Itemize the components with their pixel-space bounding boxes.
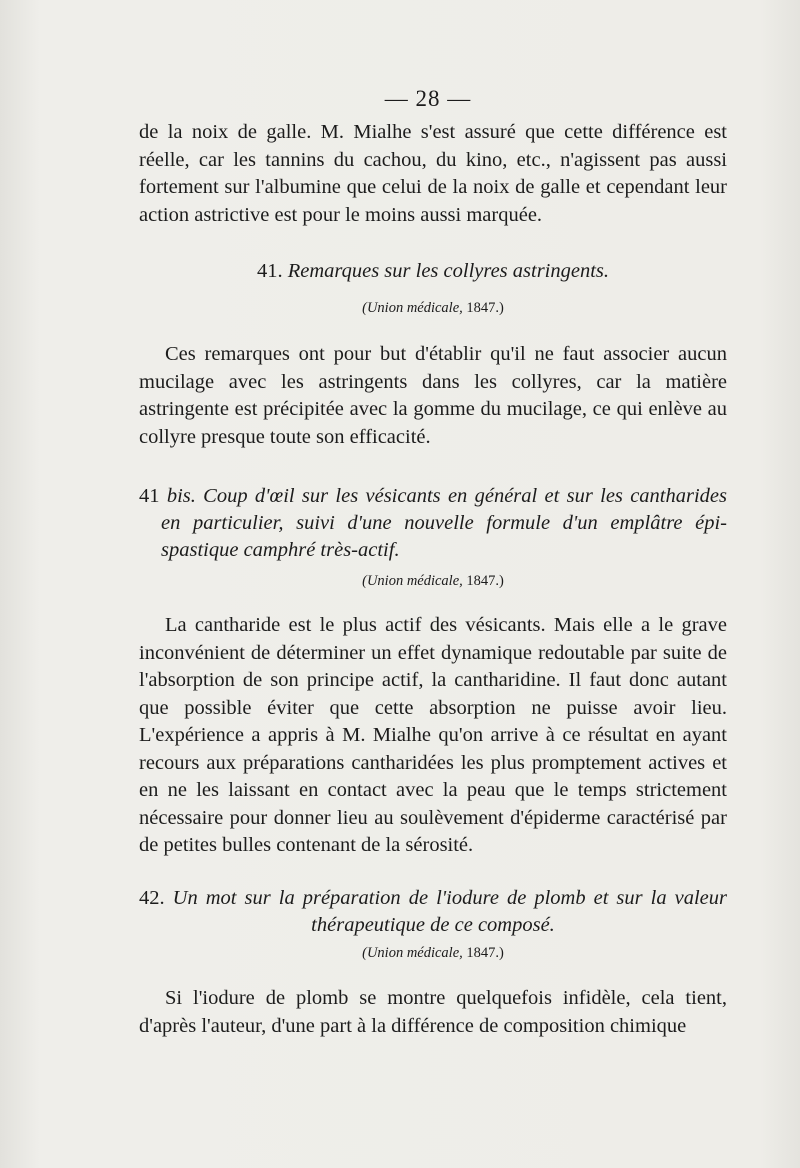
section-41bis-title-line-1 <box>139 483 727 510</box>
section-41bis-source <box>139 573 727 590</box>
section-41bis-source-name: (Union médicale, <box>362 573 463 589</box>
section-42-source-year: 1847.) <box>466 945 504 961</box>
page-number: — 28 — <box>384 86 472 111</box>
section-41bis-title-line-3: spastique camphré très-actif. <box>161 539 400 561</box>
section-41-heading <box>139 258 727 285</box>
section-42-source <box>139 945 727 962</box>
section-42-heading <box>139 885 727 939</box>
section-41bis-title-line-2: en particulier, suivi d'une nouvelle formule d'un emplâtre épi- <box>161 512 727 534</box>
section-41bis-heading <box>139 483 727 564</box>
paragraph-41: Ces remarques ont pour but d'établir qu'il ne faut associer aucun mucilage avec les astringents dans les collyres, car la matière astringente est précipitée avec la gomme du mucilage, ce qui enlève au collyre presque toute son efficacité. <box>139 343 727 448</box>
section-42-source-name: (Union médicale, <box>362 945 463 961</box>
section-41bis-title-1: bis. Coup d'œil sur les vésicants en général et sur les cantharides <box>166 485 728 507</box>
section-42-title-line-1 <box>139 885 727 912</box>
paragraph-intro: de la noix de galle. M. Mialhe s'est assuré que cette différence est réelle, car les tannins du cachou, du kino, etc., n'agissent pas aussi fortement sur l'albumine que celui de la noix de galle et cependant leur action astrictive est pour le moins aussi marquée. <box>139 121 727 226</box>
section-41bis-source-year: 1847.) <box>466 573 504 589</box>
paragraph-42: Si l'iodure de plomb se montre quelquefois infidèle, cela tient, d'après l'auteur, d'une part à la différence de composition chimique <box>139 987 727 1037</box>
section-41-number: 41. <box>256 260 283 282</box>
section-41-title: Remarques sur les collyres astringents. <box>287 260 610 282</box>
section-41-source-year: 1847.) <box>466 300 504 316</box>
section-41-source <box>139 300 727 317</box>
section-41-source-name: (Union médicale, <box>362 300 463 316</box>
section-42-title-1: Un mot sur la préparation de l'iodure de plomb et sur la valeur <box>172 887 727 909</box>
paragraph-41bis: La cantharide est le plus actif des vésicants. Mais elle a le grave inconvénient de déterminer un effet dynamique redoutable par suite de l'absorption de son principe actif, la cantharidine. Il faut donc autant que possible éviter que cette absorption ne puisse avoir lieu. L'expérience a appris à M. Mialhe qu'on arrive à ce résultat en ayant recours aux préparations cantharidées les plus promptement actives et en ne les laissant en contact avec la peau que le temps strictement nécessaire pour donner lieu au soulèvement d'épiderme caractérisé par de petites bulles contenant de la sérosité. <box>139 614 727 856</box>
section-41bis-number: 41 <box>139 485 160 507</box>
section-42-title-line-2: thérapeutique de ce composé. <box>311 914 555 936</box>
section-42-number: 42. <box>139 887 165 909</box>
